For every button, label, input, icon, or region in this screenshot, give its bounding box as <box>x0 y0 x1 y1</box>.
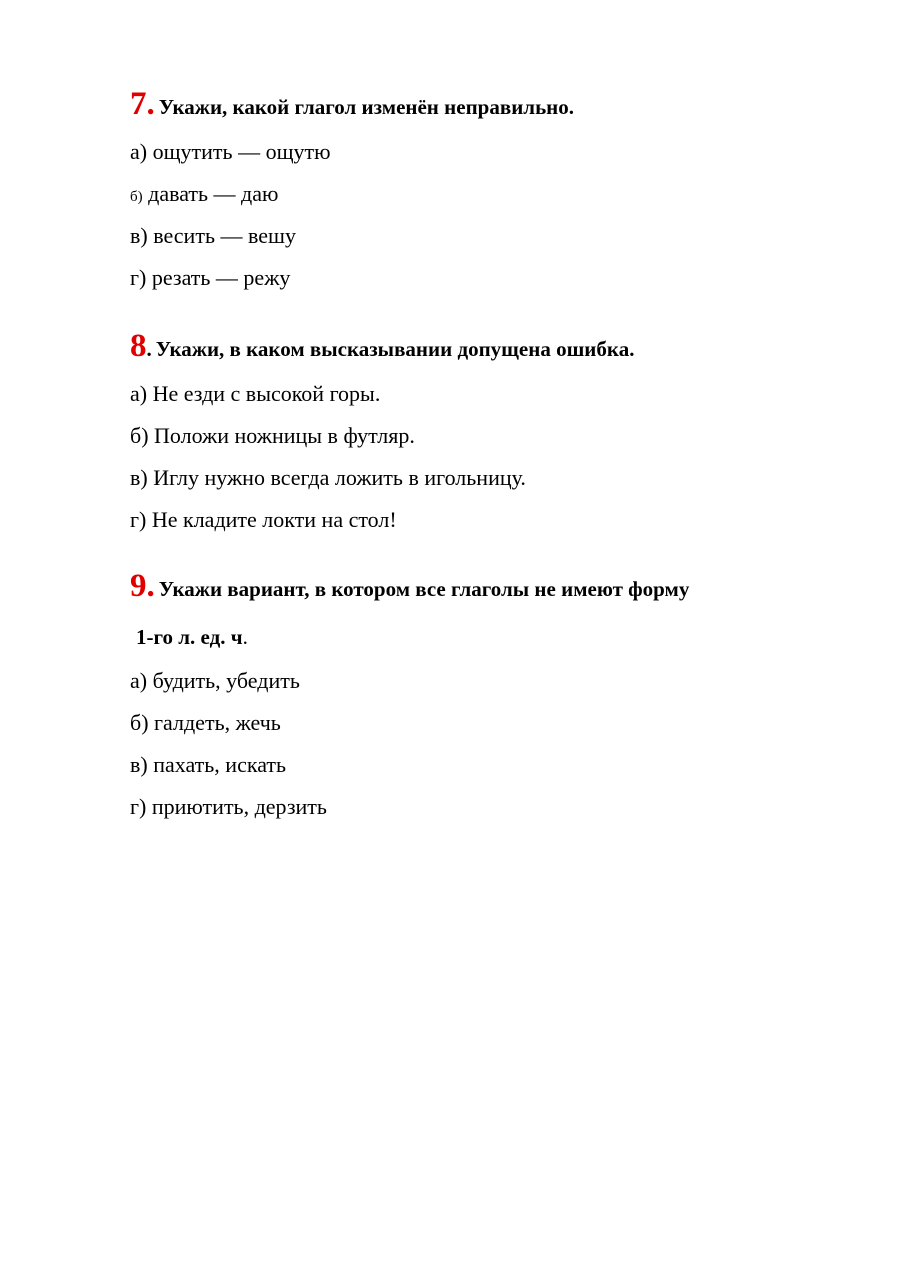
option-text: резать — режу <box>151 265 291 290</box>
question-text: Укажи, в каком высказывании допущена ошибка. <box>155 337 635 361</box>
option-letter: г) <box>130 265 147 290</box>
question-text-continuation <box>136 625 830 650</box>
option-letter: в) <box>130 752 148 777</box>
answer-options <box>130 381 830 533</box>
question-number: 9 <box>130 568 147 604</box>
option-text: Положи ножницы в футляр. <box>154 423 415 448</box>
option-letter: а) <box>130 139 148 164</box>
answer-option[interactable] <box>130 668 830 694</box>
question-heading <box>130 88 830 121</box>
option-letter: б) <box>130 423 149 448</box>
option-letter: в) <box>130 223 148 248</box>
option-letter: г) <box>130 507 147 532</box>
answer-option[interactable] <box>130 139 830 165</box>
answer-option[interactable] <box>130 423 830 449</box>
question-heading <box>130 330 830 363</box>
option-text: приютить, дерзить <box>151 794 327 819</box>
option-text: давать — даю <box>148 181 279 206</box>
option-letter: б) <box>130 710 149 735</box>
question-number: 8 <box>130 328 147 364</box>
answer-option[interactable] <box>130 710 830 736</box>
answer-option[interactable] <box>130 465 830 491</box>
question-9 <box>130 570 830 820</box>
answer-options <box>130 139 830 291</box>
option-text: Не кладите локти на стол! <box>151 507 397 532</box>
answer-option[interactable] <box>130 265 830 291</box>
answer-option[interactable] <box>130 752 830 778</box>
option-text: Не езди с высокой горы. <box>152 381 381 406</box>
option-letter: в) <box>130 465 148 490</box>
question-heading <box>130 570 830 603</box>
option-text: пахать, искать <box>153 752 287 777</box>
answer-option[interactable] <box>130 223 830 249</box>
answer-option[interactable] <box>130 794 830 820</box>
option-text: весить — вешу <box>153 223 296 248</box>
question-number-dot: . <box>146 337 152 361</box>
question-text: Укажи, какой глагол изменён неправильно. <box>158 95 575 119</box>
question-number-dot: . <box>146 568 155 604</box>
question-text: Укажи вариант, в котором все глаголы не имеют форму <box>158 577 690 601</box>
answer-option[interactable] <box>130 181 830 207</box>
question-continuation-end: . <box>242 625 248 649</box>
option-text: Иглу нужно всегда ложить в игольницу. <box>153 465 526 490</box>
question-number-dot: . <box>146 86 155 122</box>
answer-option[interactable] <box>130 507 830 533</box>
question-8 <box>130 330 830 533</box>
option-letter: б) <box>130 189 143 205</box>
option-text: ощутить — ощутю <box>152 139 331 164</box>
question-continuation-text: 1-го л. ед. ч <box>136 625 243 649</box>
answer-option[interactable] <box>130 381 830 407</box>
option-letter: а) <box>130 381 148 406</box>
option-text: галдеть, жечь <box>154 710 281 735</box>
option-letter: а) <box>130 668 148 693</box>
question-number: 7 <box>130 86 147 122</box>
question-7 <box>130 88 830 291</box>
option-text: будить, убедить <box>152 668 300 693</box>
answer-options <box>130 668 830 820</box>
option-letter: г) <box>130 794 147 819</box>
